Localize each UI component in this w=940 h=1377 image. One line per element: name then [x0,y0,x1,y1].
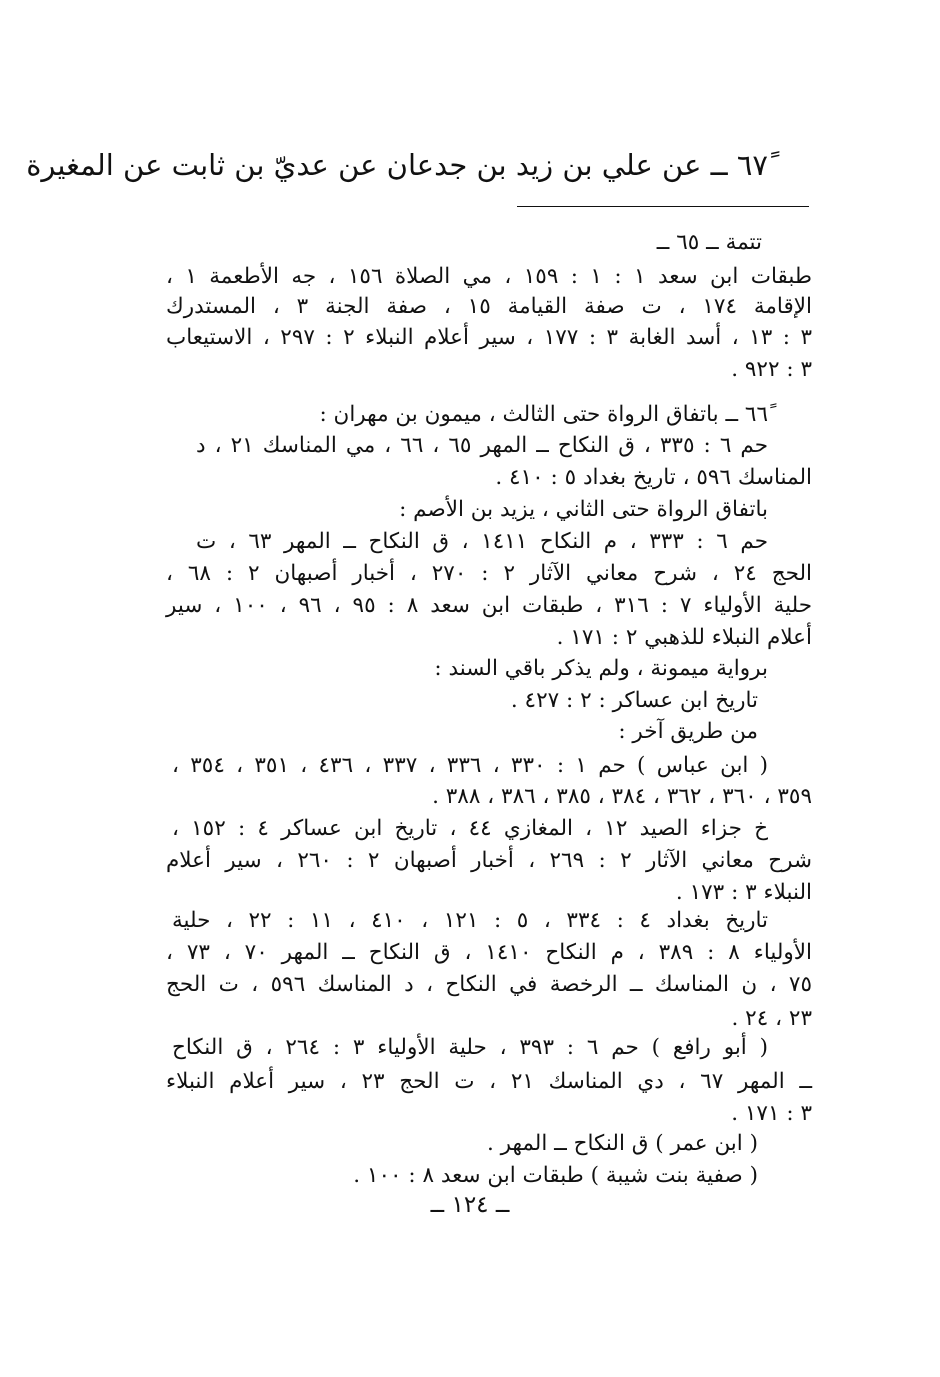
text-line: حم ٦ : ٣٣٣ ، م النكاح ١٤١١ ، ق النكاح ــ المهر ٦٣ ، ت [196,529,768,554]
text-line: حم ٦ : ٣٣٥ ، ق النكاح ــ المهر ٦٥ ، ٦٦ ، مي المناسك ٢١ ، د [196,433,768,458]
text-line: ( ابن عباس ) حم ١ : ٣٣٠ ، ٣٣٦ ، ٣٣٧ ، ٤٣٦ ، ٣٥١ ، ٣٥٤ ، [172,753,769,778]
text-line: من طريق آخر : [618,719,758,744]
text-line: الإقامة ١٧٤ ، ت صفة القيامة ١٥ ، صفة الجنة ٣ ، المستدرك [166,294,812,319]
text-line: حلية الأولياء ٧ : ٣١٦ ، طبقات ابن سعد ٨ : ٩٥ ، ٩٦ ، ١٠٠ ، سير [166,593,813,618]
text-line: شرح معاني الآثار ٢ : ٢٦٩ ، أخبار أصبهان ٢ : ٢٦٠ ، سير أعلام [166,848,812,873]
text-line: ٣ : ٩٢٢ . [731,357,812,382]
hadith-heading: ٦٧ً ــ عن علي بن زيد بن جدعان عن عديّ بن ثابت عن المغيرة [26,148,768,182]
text-line: المناسك ٥٩٦ ، تاريخ بغداد ٥ : ٤١٠ . [495,465,812,490]
text-line: برواية ميمونة ، ولم يذكر باقي السند : [434,656,768,681]
text-line: الحج ٢٤ ، شرح معاني الآثار ٢ : ٢٧٠ ، أخبار أصبهان ٢ : ٦٨ ، [166,561,812,586]
text-line: ــ المهر ٦٧ ، دي المناسك ٢١ ، ت الحج ٢٣ ، سير أعلام النبلاء [166,1069,812,1094]
text-line: ٢٣ ، ٢٤ . [731,1006,812,1031]
text-line: تاريخ ابن عساكر : ٢ : ٤٢٧ . [510,688,758,713]
text-line: ٣ : ١٣ ، أسد الغابة ٣ : ١٧٧ ، سير أعلام النبلاء ٢ : ٢٩٧ ، الاستيعاب [166,325,813,350]
text-line: ٧٥ ، ن المناسك ــ الرخصة في النكاح ، د المناسك ٥٩٦ ، ت الحج [166,972,812,997]
text-line: ٣٥٩ ، ٣٦٠ ، ٣٦٢ ، ٣٨٤ ، ٣٨٥ ، ٣٨٦ ، ٣٨٨ . [432,784,812,809]
text-line: تتمة ــ ٦٥ ــ [656,230,762,255]
text-line: طبقات ابن سعد ١ : ١ : ١٥٩ ، مي الصلاة ١٥٦ ، جه الأطعمة ١ ، [166,264,812,289]
text-line: ٣ : ١٧١ . [731,1101,812,1126]
text-line: ( ابن عمر ) ق النكاح ــ المهر . [486,1131,758,1156]
text-line: النبلاء ٣ : ١٧٣ . [675,880,812,905]
text-line: ( صفية بنت شيبة ) طبقات ابن سعد ٨ : ١٠٠ . [353,1163,758,1188]
text-line: الأولياء ٨ : ٣٨٩ ، م النكاح ١٤١٠ ، ق النكاح ــ المهر ٧٠ ، ٧٣ ، [166,940,813,965]
text-line: باتفاق الرواة حتى الثاني ، يزيد بن الأصم : [399,497,768,522]
separator-rule [517,206,809,207]
text-line: ( أبو رافع ) حم ٦ : ٣٩٣ ، حلية الأولياء ٣ : ٢٦٤ ، ق النكاح [172,1035,768,1060]
text-line: تاريخ بغداد ٤ : ٣٣٤ ، ٥ : ١٢١ ، ٤١٠ ، ١١ : ٢٢ ، حلية [172,908,769,933]
text-line: خ جزاء الصيد ١٢ ، المغازي ٤٤ ، تاريخ ابن عساكر ٤ : ١٥٢ ، [172,816,768,841]
text-line: ٦٦ً ــ باتفاق الرواة حتى الثالث ، ميمون بن مهران : [319,402,768,427]
text-line: أعلام النبلاء للذهبي ٢ : ١٧١ . [556,625,812,650]
page-number: ــ ١٢٤ ــ [430,1192,510,1218]
